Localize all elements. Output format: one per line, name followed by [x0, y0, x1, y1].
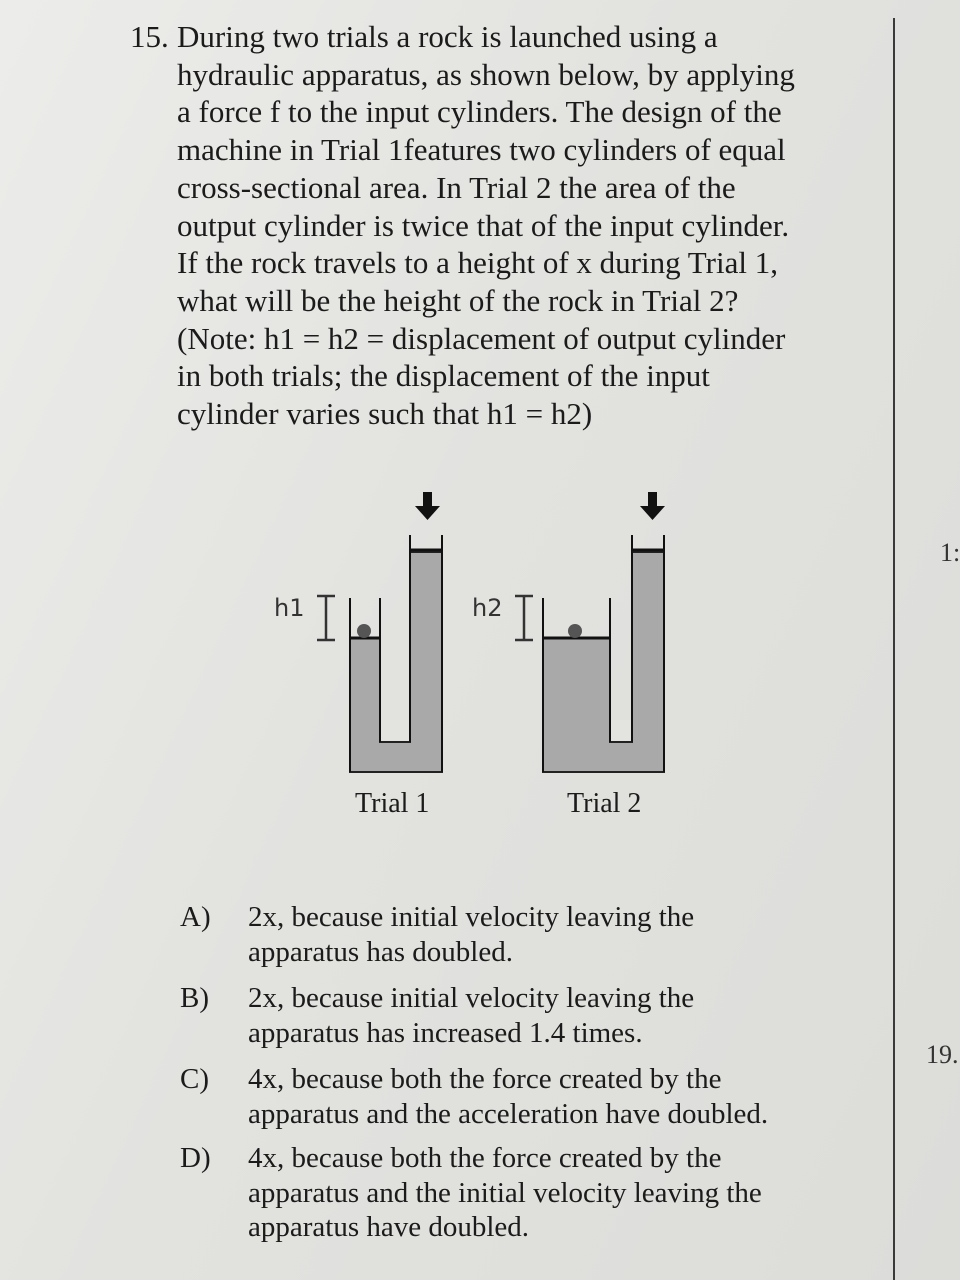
- choice-body: [248, 900, 838, 969]
- choice-line: apparatus has doubled.: [248, 935, 513, 968]
- trial2-h-bracket: [515, 596, 533, 640]
- question-line: hydraulic apparatus, as shown below, by applying: [177, 56, 795, 92]
- choice-c[interactable]: [180, 1062, 840, 1132]
- trial1-apparatus: [317, 492, 442, 772]
- trial1-u-gap: [381, 720, 409, 741]
- question-line: If the rock travels to a height of x during Trial 1,: [177, 245, 778, 281]
- choice-body: [248, 1141, 838, 1245]
- question-number: 15.: [130, 19, 169, 54]
- question-line: what will be the height of the rock in Trial 2?: [177, 282, 739, 318]
- trial2-rock: [568, 624, 582, 638]
- choice-line: 4x, because both the force created by the: [248, 1142, 722, 1174]
- choice-body: [248, 981, 838, 1050]
- choice-a[interactable]: [180, 900, 840, 970]
- question-line: (Note: h1 = h2 = displacement of output cylinder: [177, 320, 786, 356]
- trial1-rock: [357, 624, 371, 638]
- choice-line: 4x, because both the force created by the: [248, 1063, 722, 1095]
- question-line: output cylinder is twice that of the input cylinder.: [177, 207, 790, 243]
- choice-line: apparatus has increased 1.4 times.: [248, 1016, 643, 1049]
- trial2-u-gap: [611, 720, 631, 741]
- question-line: in both trials; the displacement of the input: [177, 358, 710, 394]
- choice-line: 2x, because initial velocity leaving the: [248, 901, 695, 933]
- question-line: During two trials a rock is launched using a: [177, 19, 718, 54]
- side-number-bottom: 19.: [926, 1040, 959, 1069]
- trial2-apparatus: [515, 492, 665, 772]
- question-line: a force f to the input cylinders. The design of the: [177, 94, 782, 130]
- hydraulic-diagram: [260, 480, 700, 830]
- trial2-label: Trial 2: [567, 788, 642, 819]
- choice-letter: B): [180, 982, 209, 1014]
- question-line: cylinder varies such that h1 = h2): [177, 396, 593, 432]
- trial1-h-bracket: [317, 596, 335, 640]
- trial2-force-arrow-icon: [640, 492, 665, 520]
- choice-line: apparatus have doubled.: [248, 1211, 530, 1243]
- side-number-top: 1:: [940, 538, 960, 567]
- choice-letter: A): [180, 901, 211, 933]
- question-line: cross-sectional area. In Trial 2 the area of the: [177, 169, 736, 205]
- trial2-fluid: [543, 552, 664, 772]
- choice-b[interactable]: [180, 981, 840, 1051]
- question-line: machine in Trial 1features two cylinders of equal: [177, 132, 786, 168]
- choice-line: apparatus and the acceleration have doubled.: [248, 1097, 769, 1130]
- choice-line: apparatus and the initial velocity leaving the: [248, 1176, 762, 1209]
- trial1-force-arrow-icon: [415, 492, 440, 520]
- trial1-h-label: h1: [274, 594, 305, 622]
- column-divider: [893, 18, 895, 1280]
- choice-body: [248, 1062, 838, 1131]
- choice-d[interactable]: [180, 1141, 840, 1245]
- question-text: [177, 18, 857, 433]
- choice-letter: C): [180, 1063, 209, 1095]
- trial1-label: Trial 1: [355, 788, 430, 819]
- trial2-h-label: h2: [472, 594, 503, 622]
- choice-letter: D): [180, 1142, 211, 1174]
- choice-line: 2x, because initial velocity leaving the: [248, 982, 695, 1014]
- hydraulic-diagram-svg: [260, 480, 700, 830]
